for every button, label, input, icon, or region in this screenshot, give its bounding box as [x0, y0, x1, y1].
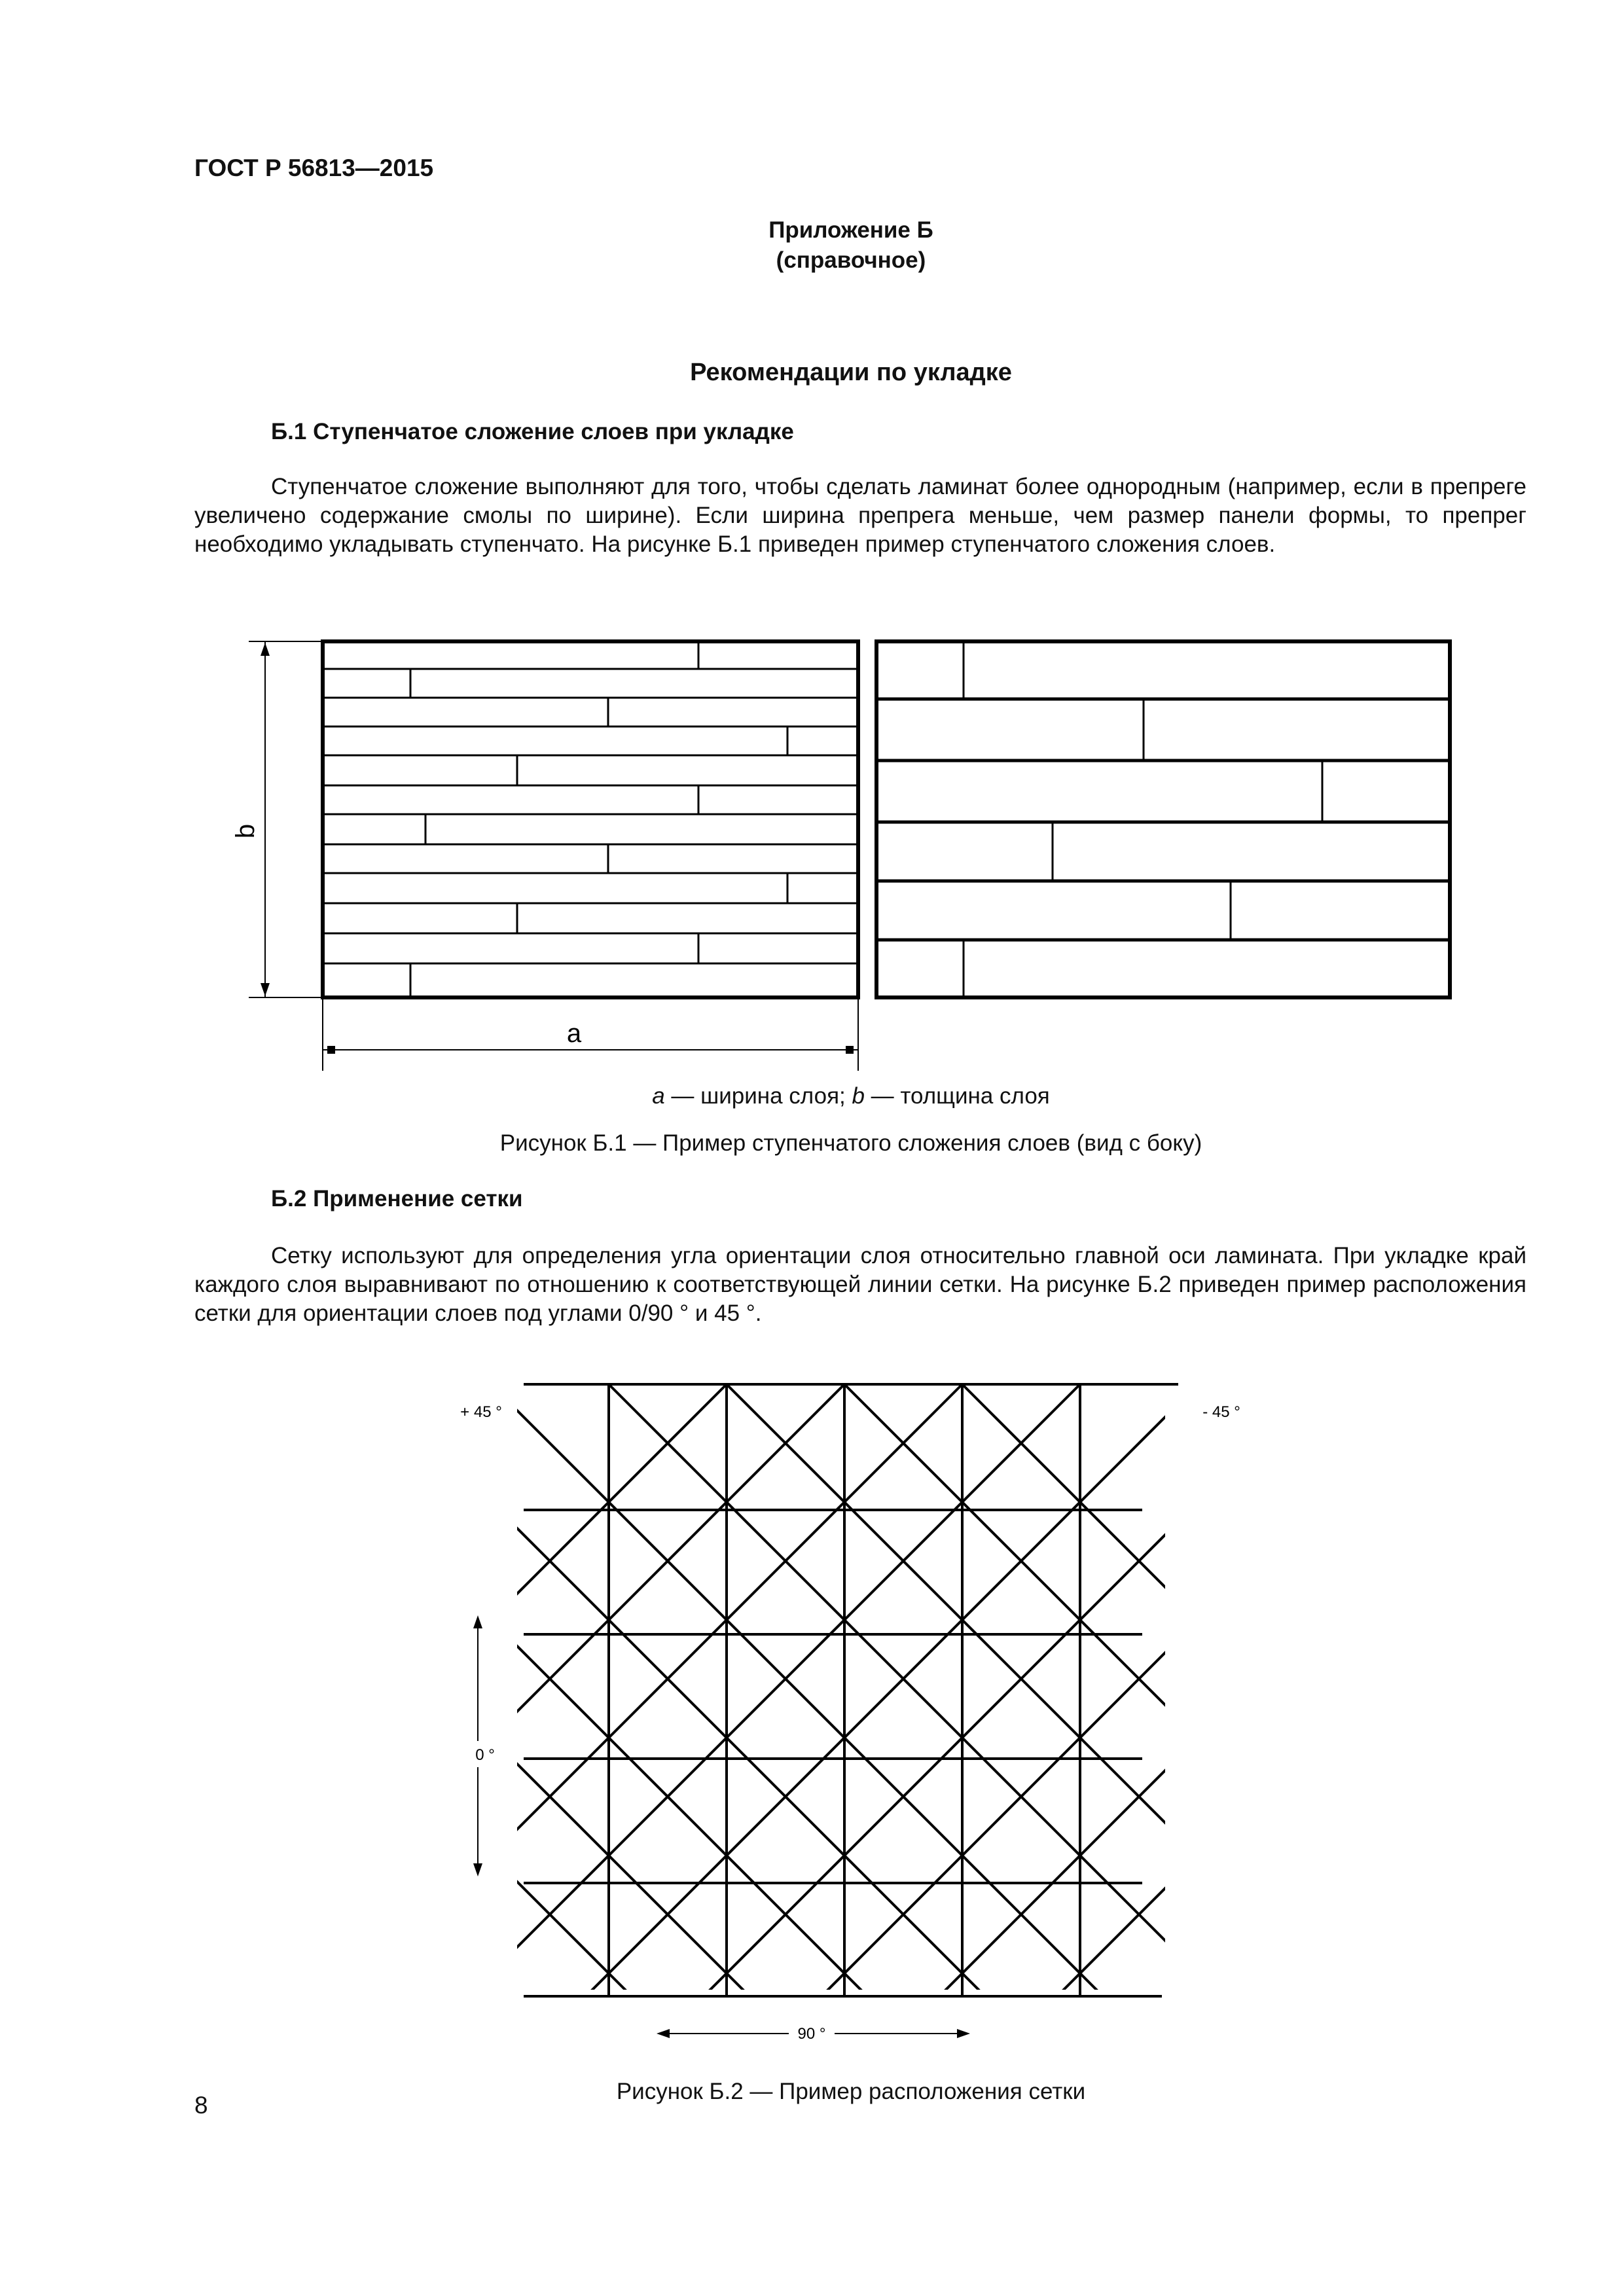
- legend-symbol-a: а: [652, 1083, 665, 1109]
- legend-text-b: — толщина слоя: [864, 1083, 1050, 1109]
- label-minus-45: - 45 °: [1202, 1403, 1240, 1421]
- figure-b1-caption: Рисунок Б.1 — Пример ступенчатого сложения слоев (вид с боку): [499, 1130, 1202, 1156]
- section-b2-heading: Б.2 Применение сетки: [271, 1186, 523, 1211]
- section-b1-heading: Б.1 Ступенчатое сложение слоев при укладке: [271, 419, 794, 444]
- legend-text-a: — ширина слоя;: [664, 1083, 852, 1109]
- document-code: ГОСТ Р 56813—2015: [194, 154, 434, 181]
- section-b1-paragraph: Ступенчатое сложение выполняют для того, чтобы сделать ламинат более однородным (например, если в препреге увеличено содержание смолы по ширине). Если ширина препрега меньше, чем размер панели формы, то препрег необходимо укладывать ступенчато. На рисунке Б.1 приведен пример ступенчатого сложения слоев.: [194, 474, 1526, 557]
- page-number: 8: [194, 2092, 208, 2119]
- label-0-degrees: 0 °: [475, 1746, 495, 1764]
- main-title: Рекомендации по укладке: [690, 359, 1012, 386]
- annex-kind: (справочное): [776, 247, 926, 273]
- legend-symbol-b: b: [852, 1083, 865, 1109]
- annex-title: Приложение Б: [768, 217, 933, 243]
- label-plus-45: + 45 °: [460, 1403, 502, 1421]
- dimension-a-label: а: [566, 1019, 582, 1048]
- label-90-degrees: 90 °: [797, 2025, 826, 2043]
- figure-b2-caption: Рисунок Б.2 — Пример расположения сетки: [616, 2079, 1086, 2104]
- dimension-b-label: b: [231, 823, 260, 839]
- section-b2-paragraph: Сетку используют для определения угла ориентации слоя относительно главной оси ламината. При укладке край каждого слоя выравнивают по отношению к соответствующей линии сетки. На рисунке Б.2 приведен пример расположения сетки для ориентации слоев под углами 0/90 ° и 45 °.: [194, 1243, 1526, 1326]
